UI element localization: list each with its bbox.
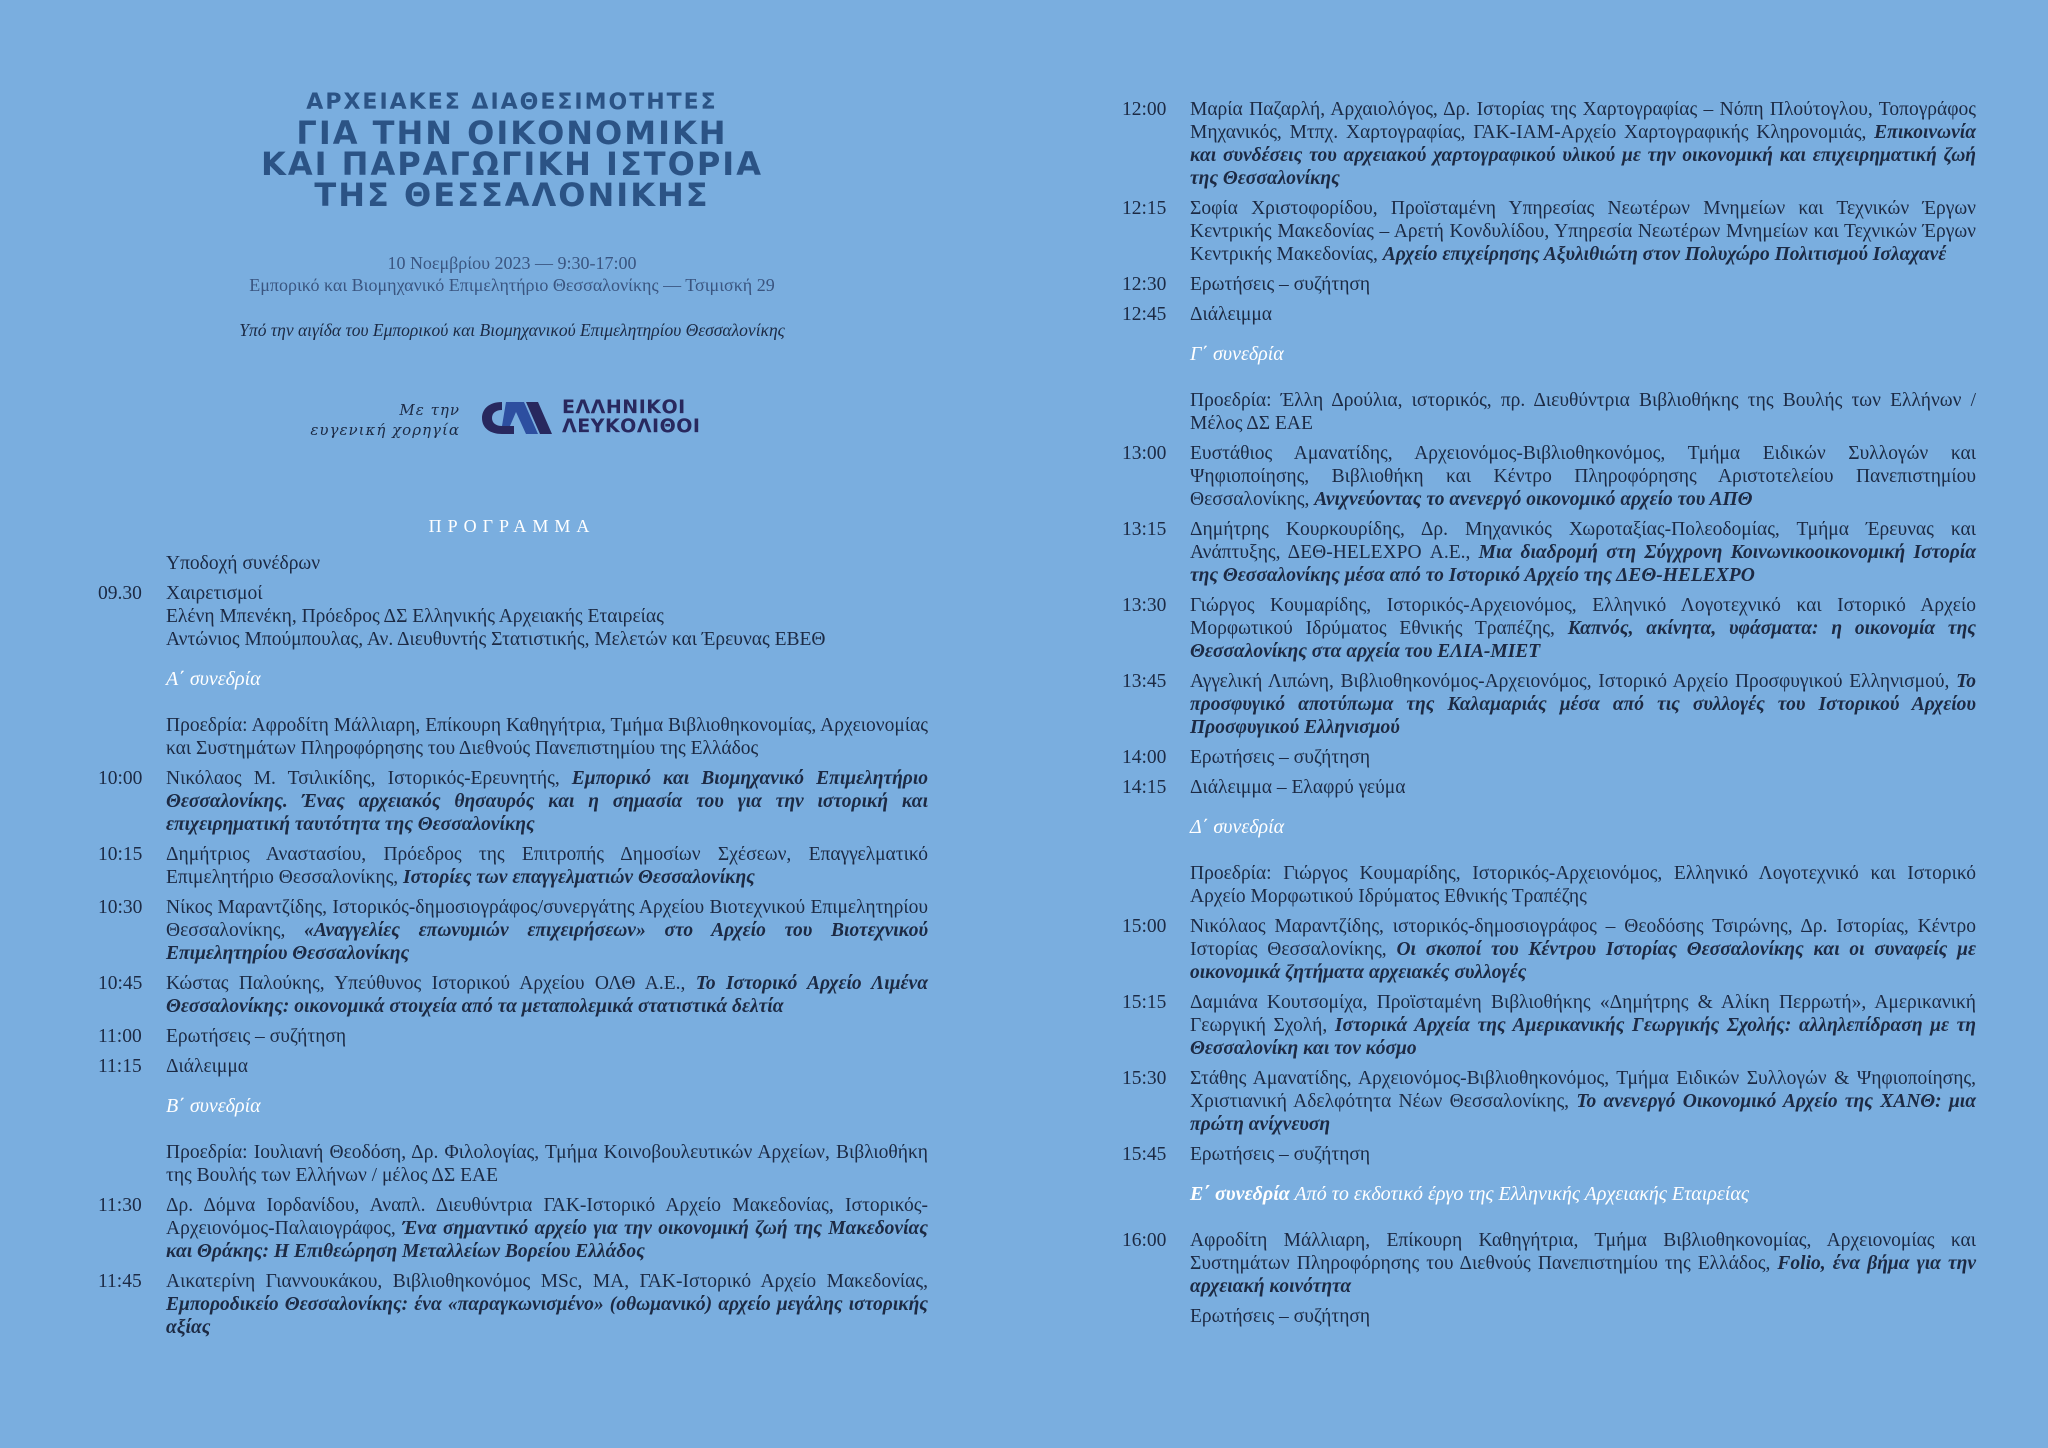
schedule-item <box>1122 98 1976 190</box>
schedule-item <box>1122 746 1976 769</box>
event-meta <box>0 252 1024 296</box>
session-a-chair: Προεδρία: Αφροδίτη Μάλλιαρη, Επίκουρη Καθηγήτρια, Τμήμα Βιβλιοθηκονομίας, Αρχειονομίας και Συστημάτων Πληροφόρησης του Διεθνούς Πανεπιστημίου της Ελλάδος <box>166 715 928 759</box>
schedule-item <box>98 972 928 1018</box>
talk-title: Επικοινωνία και συνδέσεις του αρχειακού χαρτογραφικού υλικού με την οικονομική και επιχειρηματική ζωή της Θεσσαλονίκης <box>1190 122 1976 189</box>
time-label <box>1122 1305 1190 1328</box>
session-row <box>1122 333 1976 382</box>
chair-row <box>98 714 928 760</box>
session-row <box>98 658 928 707</box>
time-label: 12:30 <box>1122 274 1167 295</box>
item-body <box>166 843 928 889</box>
talk-title: Καπνός, ακίνητα, υφάσματα: η οικονομία της Θεσσαλονίκης στα αρχεία του ΕΛΙΑ-ΜΙΕΤ <box>1190 618 1976 662</box>
welcome-speaker-1: Ελένη Μπενέκη, Πρόεδρος ΔΣ Ελληνικής Αρχειακής Εταιρείας <box>166 606 664 627</box>
speaker-text: Ερωτήσεις – συζήτηση <box>1190 1144 1371 1165</box>
time-label: 12:00 <box>1122 99 1167 120</box>
session-d-label: Δ΄ συνεδρία <box>1190 816 1285 838</box>
talk-title: Folio, ένα βήμα για την αρχειακή κοινότητα <box>1190 1253 1976 1297</box>
session-e-subtitle: Από το εκδοτικό έργο της Ελληνικής Αρχειακής Εταιρείας <box>1289 1183 1749 1205</box>
time-label: 10:00 <box>98 768 143 789</box>
schedule-item <box>98 1025 928 1048</box>
time-label: 16:00 <box>1122 1230 1167 1251</box>
item-body <box>1190 1229 1976 1298</box>
session-row <box>1122 806 1976 855</box>
speaker-text: Δαμιάνα Κουτσομίχα, Προϊσταμένη Βιβλιοθήκης «Δημήτρης & Αλίκη Περρωτή», Αμερικανική Γεωργική Σχολή, <box>1190 992 1976 1036</box>
reception: Υποδοχή συνέδρων <box>166 553 321 574</box>
aegis-note: Υπό την αιγίδα του Εμπορικού και Βιομηχανικού Επιμελητηρίου Θεσσαλονίκης <box>239 320 785 340</box>
talk-title: Ένα σημαντικό αρχείο για την οικονομική ζωή της Μακεδονίας και Θράκης: Η Επιθεώρηση Μεταλλείων Βορείου Ελλάδος <box>166 1218 928 1262</box>
schedule-item <box>98 767 928 836</box>
schedule-item <box>98 843 928 889</box>
item-body <box>166 896 928 965</box>
speaker-text: Δρ. Δόμνα Ιορδανίδου, Αναπλ. Διευθύντρια ΓΑΚ-Ιστορικό Αρχείο Μακεδονίας, Ιστορικός-Αρχειονόμος-Παλαιογράφος, <box>166 1195 928 1239</box>
item-body <box>1190 518 1976 587</box>
schedule-item <box>98 1055 928 1078</box>
program-heading: ΠΡΟΓΡΑΜΜΑ <box>428 516 596 536</box>
session-c-label: Γ΄ συνεδρία <box>1190 343 1284 365</box>
schedule-row <box>98 582 928 651</box>
schedule-item <box>1122 915 1976 984</box>
welcome-speaker-2: Αντώνιος Μπούμπουλας, Αν. Διευθυντής Στατιστικής, Μελετών και Έρευνας ΕΒΕΘ <box>166 629 826 650</box>
item-body <box>1190 197 1976 266</box>
schedule-item <box>98 1194 928 1263</box>
item-body <box>1190 670 1976 739</box>
event-venue: Εμπορικό και Βιομηχανικό Επιμελητήριο Θεσσαλονίκης — Τσιμισκή 29 <box>249 275 775 295</box>
speaker-text: Ερωτήσεις – συζήτηση <box>1190 274 1371 295</box>
schedule-item <box>1122 1067 1976 1136</box>
session-e-label: Ε΄ συνεδρία <box>1190 1183 1290 1205</box>
item-body <box>166 972 928 1018</box>
schedule-item <box>1122 303 1976 326</box>
title-line-2: ΓΙΑ ΤΗΝ ΟΙΚΟΝΟΜΙΚΗ <box>296 114 728 152</box>
speaker-text: Μαρία Παζαρλή, Αρχαιολόγος, Δρ. Ιστορίας της Χαρτογραφίας – Νόπη Πλούτογλου, Τοπογράφος Μηχανικός, Μτπχ. Χαρτογραφίας, ΓΑΚ-ΙΑΜ-Αρχείο Χαρτογραφικής Κληρονομιάς, <box>1190 99 1976 143</box>
item-body <box>1190 1067 1976 1136</box>
speaker-text: Σοφία Χριστοφορίδου, Προϊσταμένη Υπηρεσίας Νεωτέρων Μνημείων και Τεχνικών Έργων Κεντρικής Μακεδονίας – Αρετή Κονδυλίδου, Υπηρεσία Νεωτέρων Μνημείων και Τεχνικών Έργων Κεντρικής Μακεδονίας, <box>1190 198 1976 265</box>
talk-title: Εμπορικό και Βιομηχανικό Επιμελητήριο Θεσσαλονίκης. Ένας αρχειακός θησαυρός και η σημασία του για την ιστορική και επιχειρηματική ταυτότητα της Θεσσαλονίκης <box>166 768 929 835</box>
time-label: 09.30 <box>98 583 142 604</box>
session-b-items <box>98 1194 928 1339</box>
speaker-text: Αικατερίνη Γιαννουκάκου, Βιβλιοθηκονόμος MSc, MA, ΓΑΚ-Ιστορικό Αρχείο Μακεδονίας, <box>166 1271 928 1292</box>
sponsor-line-1: Με την <box>399 401 460 419</box>
speaker-text: Νικόλαος Μ. Τσιλικίδης, Ιστορικός-Ερευνητής, <box>166 768 572 789</box>
time-label: 13:30 <box>1122 595 1167 616</box>
speaker-text: Ερωτήσεις – συζήτηση <box>1190 1306 1371 1327</box>
item-body <box>166 1270 928 1339</box>
schedule-item <box>1122 197 1976 266</box>
speaker-text: Κώστας Παλούκης, Υπεύθυνος Ιστορικού Αρχείου ΟΛΘ Α.Ε., <box>166 973 696 994</box>
schedule-item <box>1122 594 1976 663</box>
time-label: 15:45 <box>1122 1144 1167 1165</box>
talk-title: Οι σκοποί του Κέντρου Ιστορίας Θεσσαλονίκης και οι συναφείς με οικονομικά ζητήματα αρχειακές συλλογές <box>1190 939 1976 983</box>
sponsor-logo-line-1: ΕΛΛΗΝΙΚΟΙ <box>562 396 686 418</box>
talk-title: «Αναγγελίες επωνυμιών επιχειρήσεων» στο Αρχείο του Βιοτεχνικού Επιμελητηρίου Θεσσαλονίκης <box>166 920 928 964</box>
item-body <box>1190 776 1976 799</box>
speaker-text: Δημήτρης Κουρκουρίδης, Δρ. Μηχανικός Χωροταξίας-Πολεοδομίας, Τμήμα Έρευνας και Ανάπτυξης, ΔΕΘ-HELEXPO Α.Ε., <box>1190 519 1976 563</box>
talk-title: Το προσφυγικό αποτύπωμα της Καλαμαριάς μέσα από τις συλλογές του Ιστορικού Αρχείου Προσφυγικού Ελληνισμού <box>1190 671 1976 738</box>
session-d-items <box>1122 915 1976 1166</box>
time-label: 13:00 <box>1122 443 1167 464</box>
schedule-item <box>1122 273 1976 296</box>
sponsor-line-2: ευγενική χορηγία <box>310 421 460 439</box>
time-label: 13:15 <box>1122 519 1167 540</box>
session-d-chair: Προεδρία: Γιώργος Κουμαρίδης, Ιστορικός-Αρχειονόμος, Ελληνικό Λογοτεχνικό και Ιστορικό Αρχείο Μορφωτικού Ιδρύματος Εθνικής Τραπέζης <box>1190 863 1976 907</box>
session-a-label: Α΄ συνεδρία <box>166 668 261 690</box>
time-label: 10:30 <box>98 897 143 918</box>
speaker-text: Δημήτριος Αναστασίου, Πρόεδρος της Επιτροπής Δημοσίων Σχέσεων, Επαγγελματικό Επιμελητήριο Θεσσαλονίκης, <box>166 844 928 888</box>
talk-title: Το Ιστορικό Αρχείο Λιμένα Θεσσαλονίκης: οικονομικά στοιχεία από τα μεταπολεμικά στατιστικά δελτία <box>166 973 928 1017</box>
schedule-left <box>98 552 928 1346</box>
session-row <box>1122 1173 1976 1222</box>
item-body <box>166 1025 928 1048</box>
session-row <box>98 1085 928 1134</box>
talk-title: Αρχείο επιχείρησης Αξυλιθιώτη στον Πολυχώρο Πολιτισμού Ισλαχανέ <box>1382 244 1947 265</box>
event-date: 10 Νοεμβρίου 2023 — 9:30-17:00 <box>387 253 637 273</box>
time-label: 11:15 <box>98 1056 142 1077</box>
time-label: 10:45 <box>98 973 143 994</box>
sponsor-logo-icon <box>480 398 554 438</box>
item-body <box>1190 273 1976 296</box>
time-label: 15:30 <box>1122 1068 1167 1089</box>
time-label: 11:30 <box>98 1195 142 1216</box>
schedule-right <box>1122 98 1976 1335</box>
schedule-item <box>1122 1143 1976 1166</box>
item-body <box>1190 98 1976 190</box>
session-e-heading <box>1190 1183 1976 1206</box>
item-body <box>166 1055 928 1078</box>
speaker-text: Νίκος Μαραντζίδης, Ιστορικός-δημοσιογράφος/συνεργάτης Αρχείου Βιοτεχνικού Επιμελητηρίου Θεσσαλονίκης, <box>166 897 928 941</box>
item-body <box>1190 746 1976 769</box>
title-line-1: ΑΡΧΕΙΑΚΕΣ ΔΙΑΘΕΣΙΜΟΤΗΤΕΣ <box>306 90 718 115</box>
welcome-body <box>166 582 928 651</box>
title-line-4: ΤΗΣ ΘΕΣΣΑΛΟΝΙΚΗΣ <box>314 176 710 214</box>
schedule-item <box>1122 1229 1976 1298</box>
talk-title: Μια διαδρομή στη Σύγχρονη Κοινωνικοοικονομική Ιστορία της Θεσσαλονίκης μέσα από το Ιστορικό Αρχείο της ΔΕΘ-HELEXPO <box>1190 542 1976 586</box>
speaker-text: Ευστάθιος Αμανατίδης, Αρχειονόμος-Βιβλιοθηκονόμος, Τμήμα Ειδικών Συλλογών και Ψηφιοποίησης, Βιβλιοθήκη και Κέντρο Πληροφόρησης Αριστοτελείου Πανεπιστημίου Θεσσαλονίκης, <box>1190 443 1976 510</box>
time-label: 14:15 <box>1122 777 1167 798</box>
schedule-item <box>1122 1305 1976 1328</box>
schedule-item <box>1122 670 1976 739</box>
item-body <box>1190 915 1976 984</box>
time-label: 14:00 <box>1122 747 1167 768</box>
talk-title: Ανιχνεύοντας το ανενεργό οικονομικό αρχείο του ΑΠΘ <box>1314 489 1753 510</box>
session-b-label: Β΄ συνεδρία <box>166 1095 261 1117</box>
schedule-row <box>98 552 928 575</box>
time-label: 11:45 <box>98 1271 142 1292</box>
talk-title: Εμποροδικείο Θεσσαλονίκης: ένα «παραγκωνισμένο» (οθωμανικό) αρχείο μεγάλης ιστορικής αξίας <box>166 1294 928 1338</box>
speaker-text: Διάλειμμα <box>166 1056 249 1077</box>
item-body <box>1190 1305 1976 1328</box>
title-line-3: ΚΑΙ ΠΑΡΑΓΩΓΙΚΗ ΙΣΤΟΡΙΑ <box>261 145 763 183</box>
schedule-item <box>98 896 928 965</box>
item-body <box>166 1194 928 1263</box>
item-body <box>166 767 928 836</box>
talk-title: Ιστορίες των επαγγελματιών Θεσσαλονίκης <box>403 867 755 888</box>
chair-row <box>1122 389 1976 435</box>
time-label: 12:45 <box>1122 304 1167 325</box>
schedule-item <box>98 1270 928 1339</box>
welcome-title: Χαιρετισμοί <box>166 583 263 604</box>
session-b-items-continued <box>1122 98 1976 326</box>
speaker-text: Αγγελική Λιπώνη, Βιβλιοθηκονόμος-Αρχειονόμος, Ιστορικό Αρχείο Προσφυγικού Ελληνισμού, <box>1190 671 1957 692</box>
chair-row <box>98 1141 928 1187</box>
session-a-items <box>98 767 928 1078</box>
speaker-text: Ερωτήσεις – συζήτηση <box>166 1026 347 1047</box>
chair-row <box>1122 862 1976 908</box>
schedule-item <box>1122 776 1976 799</box>
session-e-items <box>1122 1229 1976 1328</box>
speaker-text: Ερωτήσεις – συζήτηση <box>1190 747 1371 768</box>
item-body <box>1190 991 1976 1060</box>
schedule-item <box>1122 518 1976 587</box>
sponsor-logo-line-2: ΛΕΥΚΟΛΙΘΟΙ <box>562 415 701 437</box>
talk-title: Ιστορικά Αρχεία της Αμερικανικής Γεωργικής Σχολής: αλληλεπίδραση με τη Θεσσαλονίκη και τον κόσμο <box>1190 1015 1976 1059</box>
item-body <box>1190 1143 1976 1166</box>
speaker-text: Διάλειμμα <box>1190 304 1273 325</box>
schedule-item <box>1122 442 1976 511</box>
time-label <box>98 552 166 575</box>
speaker-text: Γιώργος Κουμαρίδης, Ιστορικός-Αρχειονόμος, Ελληνικό Λογοτεχνικό και Ιστορικό Αρχείο Μορφωτικού Ιδρύματος Εθνικής Τραπέζης, <box>1190 595 1976 639</box>
item-body <box>1190 442 1976 511</box>
item-body <box>1190 303 1976 326</box>
sponsor-text <box>310 400 460 440</box>
time-label: 12:15 <box>1122 198 1167 219</box>
time-label: 13:45 <box>1122 671 1167 692</box>
sponsor-logo-text <box>562 398 700 436</box>
speaker-text: Στάθης Αμανατίδης, Αρχειονόμος-Βιβλιοθηκονόμος, Τμήμα Ειδικών Συλλογών & Ψηφιοποίησης, Χριστιανική Αδελφότητα Νέων Θεσσαλονίκης, <box>1190 1068 1976 1112</box>
speaker-text: Νικόλαος Μαραντζίδης, ιστορικός-δημοσιογράφος – Θεοδόσης Τσιρώνης, Δρ. Ιστορίας, Κέντρο Ιστορίας Θεσσαλονίκης, <box>1190 916 1976 960</box>
time-label: 15:15 <box>1122 992 1167 1013</box>
speaker-text: Διάλειμμα – Ελαφρύ γεύμα <box>1190 777 1406 798</box>
session-c-chair: Προεδρία: Έλλη Δρούλια, ιστορικός, πρ. Διευθύντρια Βιβλιοθήκης της Βουλής των Ελλήνων / Μέλος ΔΣ ΕΑΕ <box>1190 390 1976 434</box>
session-c-items <box>1122 442 1976 799</box>
item-body <box>1190 594 1976 663</box>
session-b-chair: Προεδρία: Ιουλιανή Θεοδόση, Δρ. Φιλολογίας, Τμήμα Κοινοβουλευτικών Αρχείων, Βιβλιοθήκη της Βουλής των Ελλήνων / μέλος ΔΣ ΕΑΕ <box>166 1142 928 1186</box>
event-title <box>0 88 1024 214</box>
talk-title: Το ανενεργό Οικονομικό Αρχείο της ΧΑΝΘ: μια πρώτη ανίχνευση <box>1190 1091 1976 1135</box>
time-label: 10:15 <box>98 844 143 865</box>
sponsor-block <box>0 396 1024 456</box>
schedule-item <box>1122 991 1976 1060</box>
speaker-text: Αφροδίτη Μάλλιαρη, Επίκουρη Καθηγήτρια, Τμήμα Βιβλιοθηκονομίας, Αρχειονομίας και Συστημάτων Πληροφόρησης του Διεθνούς Πανεπιστημίου της Ελλάδος, <box>1190 1230 1976 1274</box>
time-label: 11:00 <box>98 1026 142 1047</box>
time-label: 15:00 <box>1122 916 1167 937</box>
